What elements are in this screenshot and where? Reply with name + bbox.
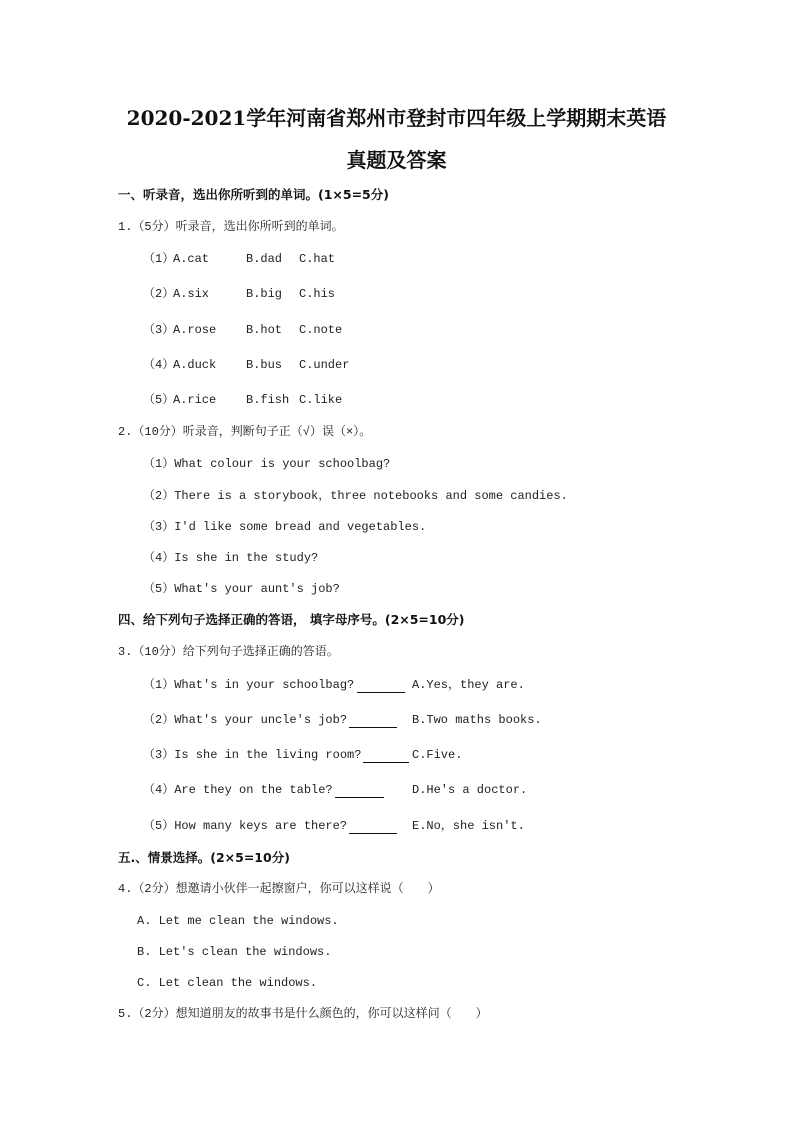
option-a: A.rice: [173, 393, 217, 407]
item-number: （5）: [143, 393, 175, 407]
answer-blank[interactable]: [363, 762, 409, 763]
item-number: （3）: [143, 323, 175, 337]
matching-question: （2）What's your uncle's job?: [143, 713, 348, 727]
statement-item: （4）Is she in the study?: [143, 551, 319, 565]
document-title-line-1: 2020-2021学年河南省郑州市登封市四年级上学期期末英语: [126, 106, 667, 130]
matching-question: （4）Are they on the table?: [143, 783, 333, 797]
statement-item: （3）I'd like some bread and vegetables.: [143, 520, 427, 534]
statement-item: （2）There is a storybook，three notebooks and some candies.: [143, 489, 568, 503]
question-3-stem: 3.（10分）给下列句子选择正确的答语。: [118, 645, 339, 659]
option-b: B.big: [246, 287, 283, 301]
option-a: A.rose: [173, 323, 217, 337]
answer-blank[interactable]: [357, 692, 405, 693]
option-b: B.dad: [246, 252, 283, 266]
option-a: A.six: [173, 287, 210, 301]
matching-answer: E.No，she isn't.: [412, 819, 525, 833]
option-b: B.hot: [246, 323, 283, 337]
section-5-heading: 五.、情景选择。(2×5=10分): [118, 850, 290, 865]
matching-answer: C.Five.: [412, 748, 463, 762]
answer-blank[interactable]: [335, 797, 384, 798]
question-2-stem: 2.（10分）听录音，判断句子正（√）误（×）。: [118, 425, 372, 439]
item-number: （4）: [143, 358, 175, 372]
item-number: （2）: [143, 287, 175, 301]
matching-answer: D.He's a doctor.: [412, 783, 528, 797]
statement-item: （5）What's your aunt's job?: [143, 582, 340, 596]
option-c: C.his: [299, 287, 336, 301]
choice-option-b: B. Let's clean the windows.: [137, 945, 332, 959]
option-a: A.cat: [173, 252, 210, 266]
section-1-heading: 一、听录音，选出你所听到的单词。(1×5=5分): [118, 187, 389, 202]
option-b: B.fish: [246, 393, 290, 407]
choice-option-a: A. Let me clean the windows.: [137, 914, 339, 928]
question-1-stem: 1.（5分）听录音，选出你所听到的单词。: [118, 220, 344, 234]
option-b: B.bus: [246, 358, 283, 372]
matching-question: （5）How many keys are there?: [143, 819, 348, 833]
matching-answer: B.Two maths books.: [412, 713, 542, 727]
statement-item: （1）What colour is your schoolbag?: [143, 457, 391, 471]
answer-blank[interactable]: [349, 727, 397, 728]
option-c: C.hat: [299, 252, 336, 266]
question-4-stem: 4.（2分）想邀请小伙伴一起擦窗户，你可以这样说（ ）: [118, 882, 440, 896]
matching-answer: A.Yes，they are.: [412, 678, 525, 692]
matching-question: （3）Is she in the living room?: [143, 748, 362, 762]
answer-blank[interactable]: [349, 833, 397, 834]
section-4-heading: 四、给下列句子选择正确的答语， 填字母序号。(2×5=10分): [118, 612, 465, 627]
item-number: （1）: [143, 252, 175, 266]
option-c: C.note: [299, 323, 343, 337]
option-c: C.under: [299, 358, 350, 372]
choice-option-c: C. Let clean the windows.: [137, 976, 318, 990]
option-a: A.duck: [173, 358, 217, 372]
matching-question: （1）What's in your schoolbag?: [143, 678, 355, 692]
document-title-line-2: 真题及答案: [346, 148, 447, 172]
option-c: C.like: [299, 393, 343, 407]
question-5-stem: 5.（2分）想知道朋友的故事书是什么颜色的，你可以这样问（ ）: [118, 1007, 488, 1021]
